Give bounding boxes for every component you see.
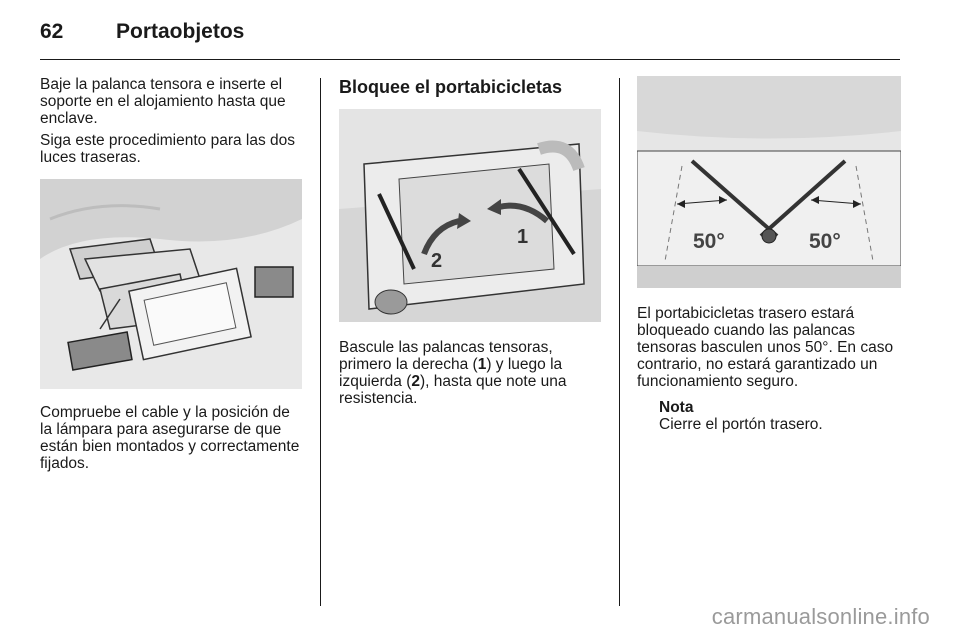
- column-2: [339, 76, 605, 412]
- paragraph-insert-support: Baje la palanca tensora e inserte el soporte en el alojamiento hasta que enclave.: [40, 76, 286, 127]
- column-divider-2: [619, 78, 620, 606]
- figure-lever-angle: [637, 76, 901, 288]
- bold-ref-1: 1: [477, 356, 487, 373]
- figure-label-left-angle: 50°: [693, 230, 725, 253]
- figure-tension-levers: [339, 109, 601, 322]
- section-heading: Bloquee el portabicicletas: [339, 77, 563, 97]
- paragraph-check-cable: Compruebe el cable y la posición de la lámpara para asegurarse de que están bien montados y correctamente fijados.: [40, 404, 300, 472]
- page-title: Portaobjetos: [116, 20, 245, 43]
- note-text: Cierre el portón trasero.: [659, 416, 823, 433]
- figure-rear-light-mount: [40, 179, 302, 389]
- note-block: [637, 399, 901, 433]
- header-rule: [40, 59, 900, 60]
- page-number: 62: [40, 20, 64, 43]
- figure-label-right-angle: 50°: [809, 230, 841, 253]
- bold-ref-2: 2: [411, 373, 420, 390]
- note-label: Nota: [659, 399, 694, 416]
- watermark: carmanualsonline.info: [711, 604, 930, 629]
- paragraph-repeat-procedure: Siga este procedimiento para las dos luces traseras.: [40, 132, 296, 166]
- page-header: [40, 20, 244, 50]
- column-divider-1: [320, 78, 321, 606]
- figure-label-2: 2: [431, 250, 443, 272]
- paragraph-swing-levers: Bascule las palancas tensoras, primero la derecha (1) y luego la izquierda (2), hasta que note una resistencia.: [339, 339, 567, 407]
- paragraph-locked-condition: El portabicicletas trasero estará bloqueado cuando las palancas tensoras basculen unos 50°. En caso contrario, no estará garantizado un funcionamiento seguro.: [637, 305, 894, 390]
- column-3: [637, 76, 901, 433]
- column-1: [40, 76, 304, 477]
- figure-label-1: 1: [517, 226, 529, 248]
